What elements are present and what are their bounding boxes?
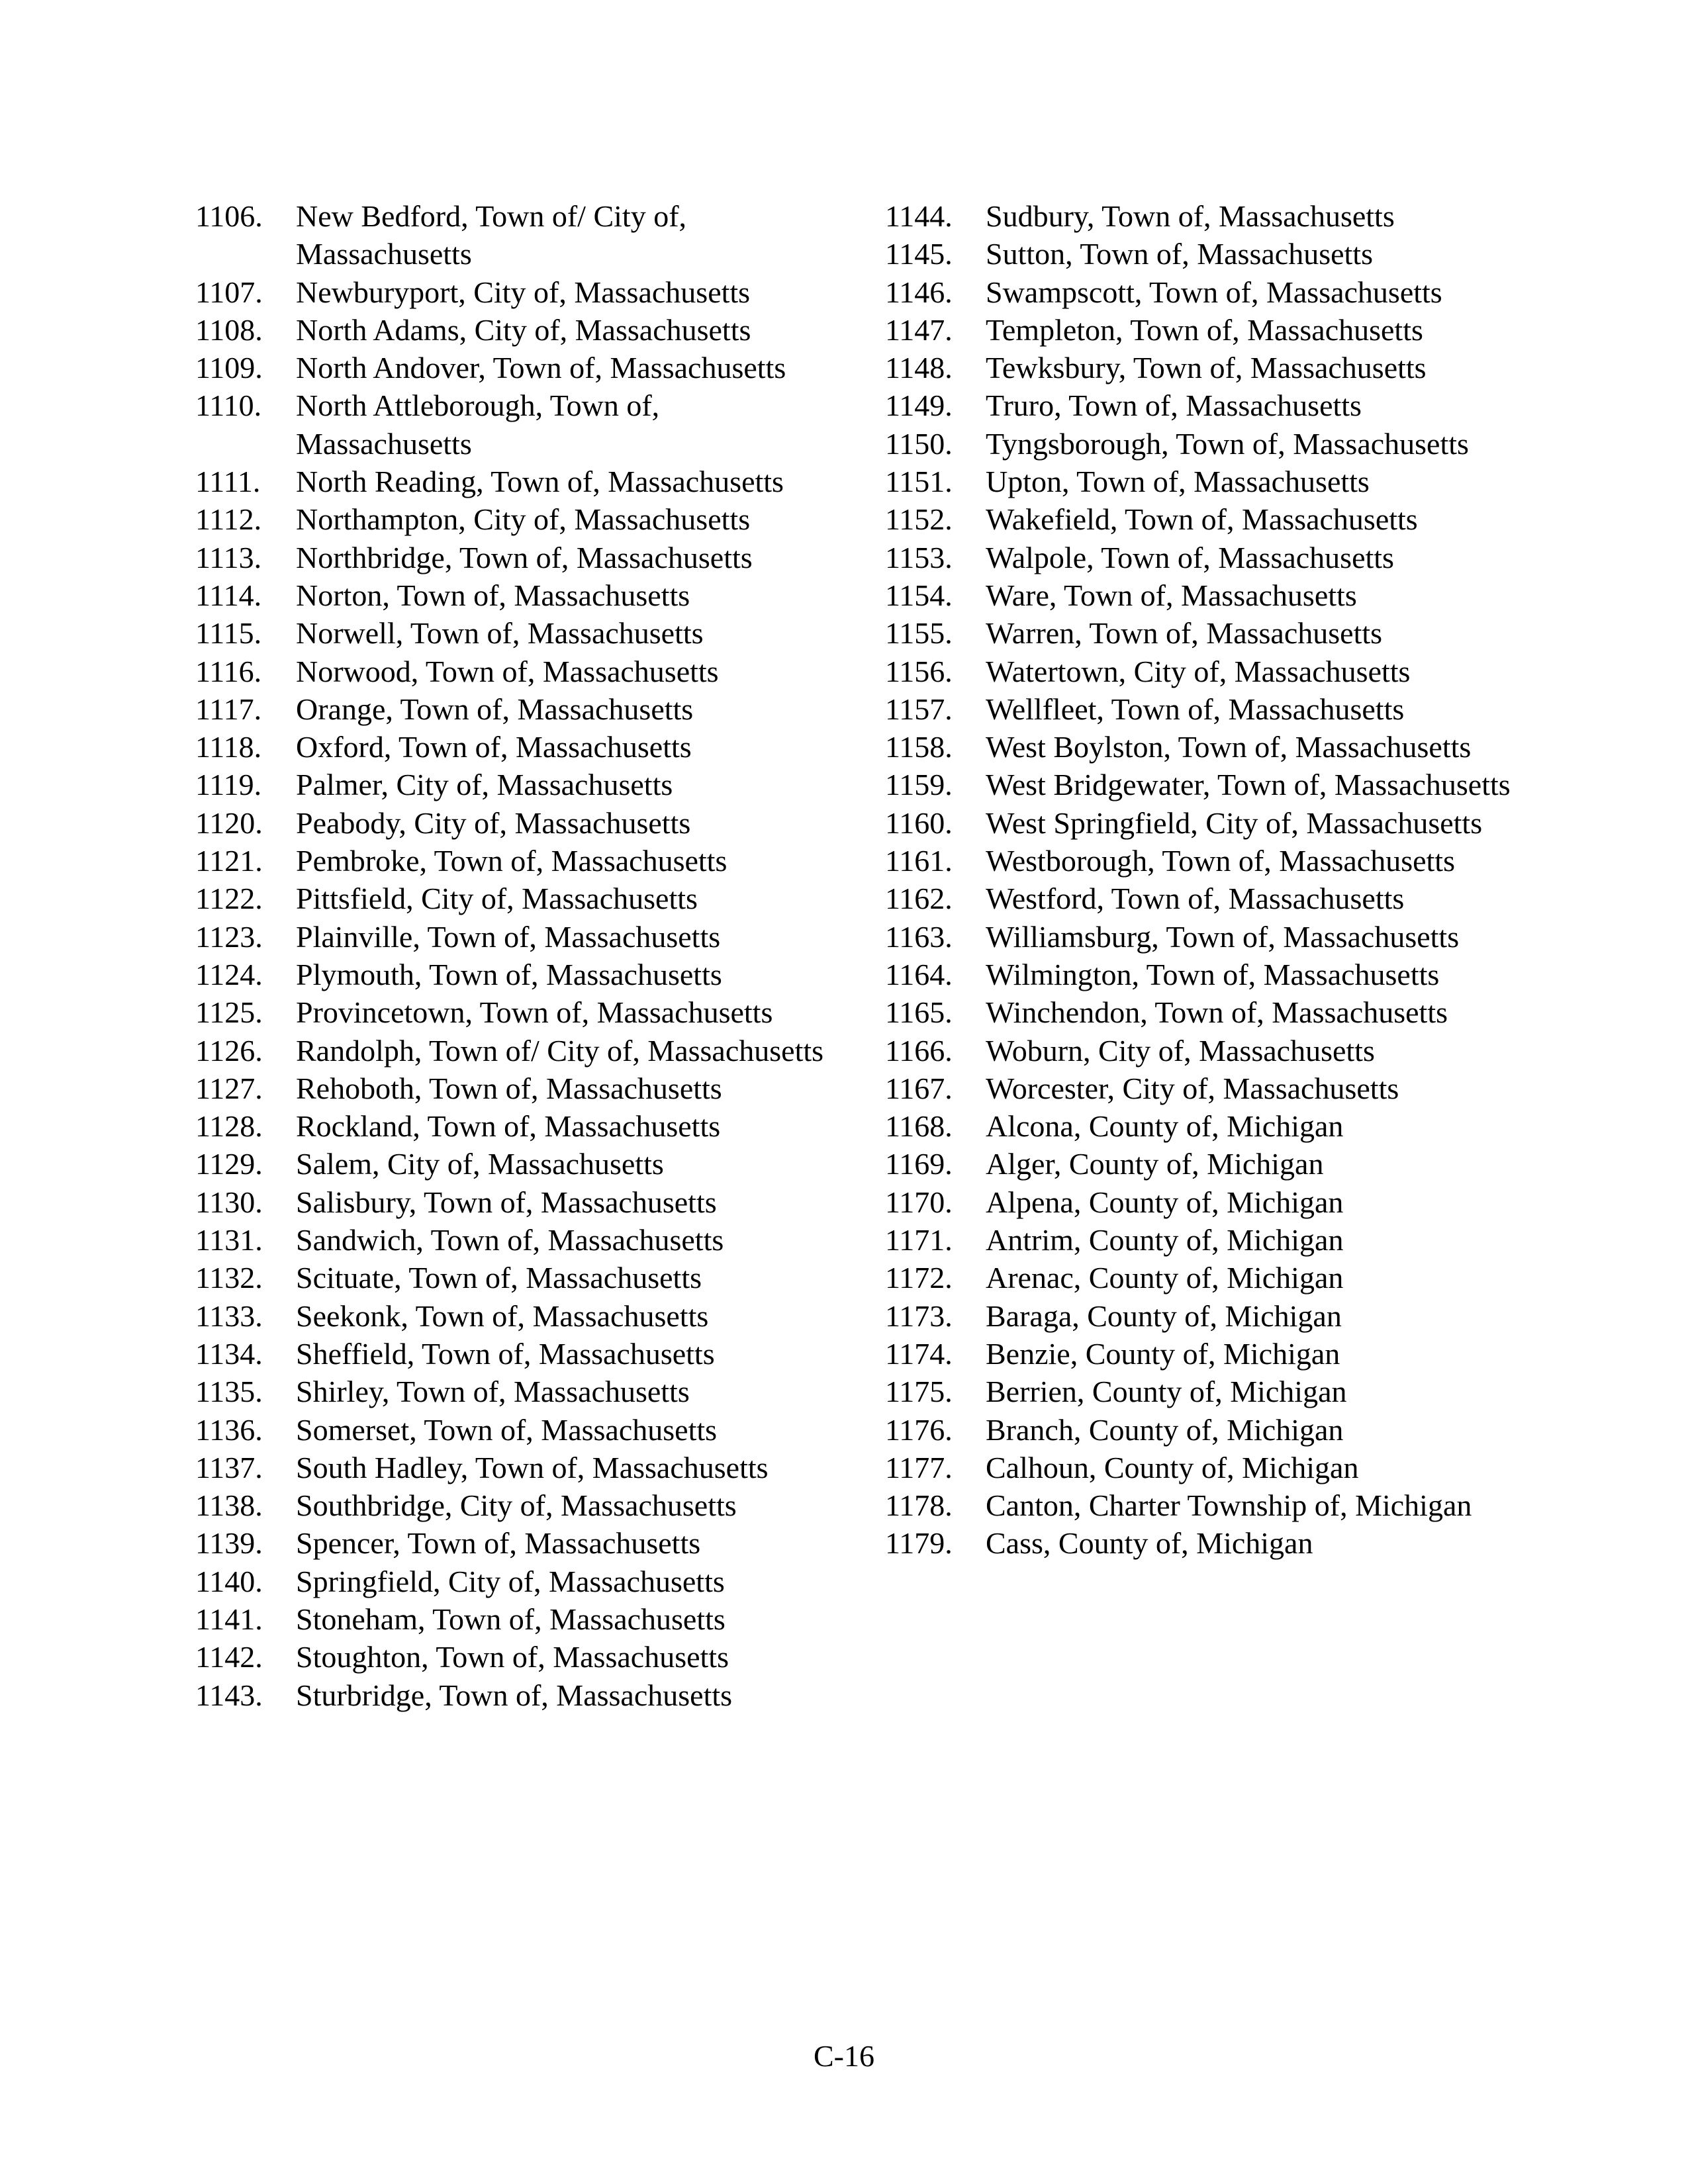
entry-number: 1147.	[885, 312, 953, 347]
entry-number: 1128.	[195, 1109, 263, 1144]
list-item	[195, 1411, 831, 1449]
entry-name: Rockland, Town of, Massachusetts	[296, 1109, 721, 1144]
entry-number: 1136.	[195, 1412, 263, 1447]
list-item	[885, 1411, 1514, 1449]
entry-name: West Bridgewater, Town of, Massachusetts	[986, 768, 1511, 802]
list-item	[195, 1145, 831, 1183]
entry-number: 1155.	[885, 616, 953, 651]
entry-name: Winchendon, Town of, Massachusetts	[986, 995, 1448, 1030]
entry-number: 1150.	[885, 426, 953, 461]
entry-name: Scituate, Town of, Massachusetts	[296, 1261, 702, 1295]
list-item	[195, 804, 831, 842]
entry-number: 1168.	[885, 1109, 953, 1144]
entry-number: 1109.	[195, 351, 263, 385]
list-item	[885, 766, 1514, 803]
entry-number: 1169.	[885, 1147, 953, 1181]
list-item	[885, 1107, 1514, 1145]
entry-name: West Boylston, Town of, Massachusetts	[986, 730, 1472, 764]
list-item	[195, 1563, 831, 1600]
entry-name: Watertown, City of, Massachusetts	[986, 654, 1411, 688]
entry-number: 1116.	[195, 654, 262, 688]
entry-name: Northbridge, Town of, Massachusetts	[296, 540, 753, 574]
entry-name: Pittsfield, City of, Massachusetts	[296, 882, 698, 916]
list-item	[195, 1032, 831, 1069]
list-item	[195, 653, 831, 690]
entry-number: 1112.	[195, 502, 262, 537]
entry-number: 1156.	[885, 654, 953, 688]
entry-number: 1138.	[195, 1488, 263, 1523]
entry-name: Westford, Town of, Massachusetts	[986, 882, 1405, 916]
entry-number: 1154.	[885, 578, 953, 612]
entry-name: Alcona, County of, Michigan	[986, 1109, 1344, 1144]
list-item	[195, 311, 831, 349]
entry-name: Somerset, Town of, Massachusetts	[296, 1412, 718, 1447]
entry-name: West Springfield, City of, Massachusetts	[986, 805, 1483, 840]
list-item	[885, 1373, 1514, 1410]
list-item	[195, 993, 831, 1031]
entry-name: Branch, County of, Michigan	[986, 1412, 1344, 1447]
list-item	[885, 653, 1514, 690]
list-item	[195, 500, 831, 538]
entry-number: 1110.	[195, 388, 262, 423]
list-item	[885, 993, 1514, 1031]
list-item	[195, 1600, 831, 1638]
entry-name: Sudbury, Town of, Massachusetts	[986, 199, 1395, 233]
entry-name: Norwell, Town of, Massachusetts	[296, 616, 704, 651]
entry-name: Williamsburg, Town of, Massachusetts	[986, 919, 1460, 954]
list-item	[885, 880, 1514, 917]
list-item	[195, 1524, 831, 1562]
entry-name: Walpole, Town of, Massachusetts	[986, 540, 1394, 574]
entry-name: Alpena, County of, Michigan	[986, 1185, 1344, 1219]
entry-name: Westborough, Town of, Massachusetts	[986, 844, 1455, 878]
list-item	[885, 842, 1514, 880]
entry-name: Plainville, Town of, Massachusetts	[296, 919, 721, 954]
entry-number: 1132.	[195, 1261, 263, 1295]
entry-number: 1179.	[885, 1526, 953, 1561]
entry-name: Wellfleet, Town of, Massachusetts	[986, 692, 1405, 726]
entry-name: Sutton, Town of, Massachusetts	[986, 237, 1373, 271]
list-item	[885, 1259, 1514, 1297]
entry-name: Plymouth, Town of, Massachusetts	[296, 957, 722, 991]
entry-number: 1153.	[885, 540, 953, 574]
entry-number: 1125.	[195, 995, 263, 1030]
entry-number: 1107.	[195, 275, 263, 309]
list-item	[885, 690, 1514, 728]
list-item	[885, 804, 1514, 842]
entry-name: North Attleborough, Town of, Massachusetts	[296, 388, 660, 461]
list-item	[195, 880, 831, 917]
entry-number: 1141.	[195, 1602, 263, 1636]
entry-number: 1129.	[195, 1147, 263, 1181]
entry-number: 1135.	[195, 1375, 263, 1409]
list-item	[885, 918, 1514, 956]
entry-name: Tyngsborough, Town of, Massachusetts	[986, 426, 1469, 461]
entry-name: Newburyport, City of, Massachusetts	[296, 275, 751, 309]
list-item	[885, 614, 1514, 652]
list-item	[195, 1449, 831, 1486]
entry-number: 1161.	[885, 844, 953, 878]
list-item	[885, 311, 1514, 349]
entry-name: Provincetown, Town of, Massachusetts	[296, 995, 773, 1030]
entry-number: 1146.	[885, 275, 953, 309]
entry-name: North Adams, City of, Massachusetts	[296, 312, 751, 347]
entry-name: Seekonk, Town of, Massachusetts	[296, 1298, 709, 1333]
list-item	[885, 1221, 1514, 1259]
entry-name: Northampton, City of, Massachusetts	[296, 502, 751, 537]
list-item	[885, 1486, 1514, 1524]
entry-number: 1143.	[195, 1678, 263, 1712]
entry-name: Berrien, County of, Michigan	[986, 1375, 1347, 1409]
list-item	[195, 1373, 831, 1410]
entry-name: Sandwich, Town of, Massachusetts	[296, 1223, 724, 1257]
entry-number: 1106.	[195, 199, 263, 233]
list-item	[885, 425, 1514, 463]
list-item	[885, 463, 1514, 500]
list-item	[885, 235, 1514, 273]
list-item	[195, 576, 831, 614]
list-item	[885, 1145, 1514, 1183]
entry-name: Salisbury, Town of, Massachusetts	[296, 1185, 717, 1219]
list-item	[195, 956, 831, 993]
list-item	[195, 1107, 831, 1145]
entry-name: Randolph, Town of/ City of, Massachusetts	[296, 1033, 824, 1068]
list-item	[195, 842, 831, 880]
entry-number: 1149.	[885, 388, 953, 423]
entry-number: 1121.	[195, 844, 263, 878]
list-item	[195, 1183, 831, 1221]
list-item	[195, 273, 831, 311]
entry-name: Orange, Town of, Massachusetts	[296, 692, 694, 726]
entry-number: 1159.	[885, 768, 953, 802]
entry-name: Worcester, City of, Massachusetts	[986, 1071, 1399, 1105]
entry-name: New Bedford, Town of/ City of, Massachusetts	[296, 199, 687, 271]
entry-number: 1171.	[885, 1223, 953, 1257]
entry-name: Ware, Town of, Massachusetts	[986, 578, 1357, 612]
entry-name: Springfield, City of, Massachusetts	[296, 1564, 725, 1598]
entry-name: Cass, County of, Michigan	[986, 1526, 1313, 1561]
list-item	[885, 728, 1514, 766]
list-item	[195, 1638, 831, 1676]
entry-number: 1134.	[195, 1336, 263, 1371]
entry-number: 1157.	[885, 692, 953, 726]
entry-name: Norton, Town of, Massachusetts	[296, 578, 690, 612]
entry-name: Norwood, Town of, Massachusetts	[296, 654, 719, 688]
entry-name: Alger, County of, Michigan	[986, 1147, 1324, 1181]
entry-number: 1144.	[885, 199, 953, 233]
entry-name: Woburn, City of, Massachusetts	[986, 1033, 1375, 1068]
entry-number: 1131.	[195, 1223, 263, 1257]
page-number: C-16	[814, 2039, 874, 2073]
entry-name: South Hadley, Town of, Massachusetts	[296, 1450, 769, 1484]
entry-number: 1167.	[885, 1071, 953, 1105]
list-item	[885, 956, 1514, 993]
entry-name: Tewksbury, Town of, Massachusetts	[986, 351, 1427, 385]
entry-name: Sheffield, Town of, Massachusetts	[296, 1336, 715, 1371]
list-item	[885, 500, 1514, 538]
entry-name: Rehoboth, Town of, Massachusetts	[296, 1071, 722, 1105]
entry-name: Baraga, County of, Michigan	[986, 1298, 1342, 1333]
list-item	[195, 1297, 831, 1335]
entry-name: Salem, City of, Massachusetts	[296, 1147, 664, 1181]
list-item	[195, 539, 831, 576]
entry-name: Peabody, City of, Massachusetts	[296, 805, 691, 840]
entry-number: 1117.	[195, 692, 262, 726]
list-item	[885, 576, 1514, 614]
entry-number: 1142.	[195, 1640, 263, 1674]
list-item	[195, 387, 831, 463]
entry-number: 1118.	[195, 730, 262, 764]
entry-number: 1170.	[885, 1185, 953, 1219]
entry-name: Canton, Charter Township of, Michigan	[986, 1488, 1472, 1523]
list-item	[885, 197, 1514, 235]
list-item	[195, 197, 831, 273]
entry-name: Stoughton, Town of, Massachusetts	[296, 1640, 729, 1674]
entry-number: 1123.	[195, 919, 263, 954]
list-item	[195, 1335, 831, 1373]
entry-name: Calhoun, County of, Michigan	[986, 1450, 1359, 1484]
entry-name: North Andover, Town of, Massachusetts	[296, 351, 786, 385]
entry-number: 1127.	[195, 1071, 263, 1105]
entry-number: 1126.	[195, 1033, 263, 1068]
list-item	[885, 1183, 1514, 1221]
entry-number: 1130.	[195, 1185, 263, 1219]
entry-number: 1120.	[195, 805, 263, 840]
entry-number: 1163.	[885, 919, 953, 954]
list-item	[195, 463, 831, 500]
entry-number: 1158.	[885, 730, 953, 764]
entry-number: 1148.	[885, 351, 953, 385]
list-item	[885, 1069, 1514, 1107]
entry-name: Shirley, Town of, Massachusetts	[296, 1375, 690, 1409]
entry-number: 1166.	[885, 1033, 953, 1068]
entry-number: 1174.	[885, 1336, 953, 1371]
entry-number: 1139.	[195, 1526, 263, 1561]
right-column-list	[885, 197, 1514, 1563]
list-item	[195, 1069, 831, 1107]
entry-name: Sturbridge, Town of, Massachusetts	[296, 1678, 733, 1712]
list-item	[195, 766, 831, 803]
list-item	[885, 1032, 1514, 1069]
list-item	[195, 1221, 831, 1259]
entry-name: Arenac, County of, Michigan	[986, 1261, 1344, 1295]
entry-number: 1164.	[885, 957, 953, 991]
entry-name: Wakefield, Town of, Massachusetts	[986, 502, 1418, 537]
entry-number: 1119.	[195, 768, 262, 802]
list-item	[885, 1449, 1514, 1486]
entry-number: 1172.	[885, 1261, 953, 1295]
entry-number: 1140.	[195, 1564, 263, 1598]
entry-number: 1177.	[885, 1450, 953, 1484]
list-item	[885, 1524, 1514, 1562]
entry-number: 1122.	[195, 882, 263, 916]
entry-number: 1152.	[885, 502, 953, 537]
entry-number: 1108.	[195, 312, 263, 347]
entry-name: Oxford, Town of, Massachusetts	[296, 730, 692, 764]
entry-name: Antrim, County of, Michigan	[986, 1223, 1344, 1257]
entry-name: Templeton, Town of, Massachusetts	[986, 312, 1423, 347]
list-item	[195, 614, 831, 652]
list-item	[885, 1335, 1514, 1373]
entry-number: 1115.	[195, 616, 262, 651]
entry-name: Truro, Town of, Massachusetts	[986, 388, 1362, 423]
entry-number: 1113.	[195, 540, 262, 574]
entry-number: 1151.	[885, 465, 953, 499]
list-item	[195, 1486, 831, 1524]
list-item	[195, 1676, 831, 1714]
entry-number: 1173.	[885, 1298, 953, 1333]
list-item	[885, 539, 1514, 576]
entry-number: 1124.	[195, 957, 263, 991]
list-item	[195, 349, 831, 387]
entry-name: Spencer, Town of, Massachusetts	[296, 1526, 701, 1561]
entry-number: 1165.	[885, 995, 953, 1030]
list-item	[885, 273, 1514, 311]
entry-name: Swampscott, Town of, Massachusetts	[986, 275, 1442, 309]
list-item	[885, 1297, 1514, 1335]
entry-name: Southbridge, City of, Massachusetts	[296, 1488, 737, 1523]
entry-number: 1145.	[885, 237, 953, 271]
entry-name: Warren, Town of, Massachusetts	[986, 616, 1383, 651]
list-item	[195, 690, 831, 728]
entry-number: 1175.	[885, 1375, 953, 1409]
entry-name: Wilmington, Town of, Massachusetts	[986, 957, 1440, 991]
entry-name: Palmer, City of, Massachusetts	[296, 768, 673, 802]
list-item	[195, 1259, 831, 1297]
left-column-list	[195, 197, 831, 1714]
entry-number: 1176.	[885, 1412, 953, 1447]
entry-number: 1162.	[885, 882, 953, 916]
entry-name: Stoneham, Town of, Massachusetts	[296, 1602, 726, 1636]
entry-name: Benzie, County of, Michigan	[986, 1336, 1340, 1371]
entry-name: Upton, Town of, Massachusetts	[986, 465, 1370, 499]
entry-name: Pembroke, Town of, Massachusetts	[296, 844, 727, 878]
entry-number: 1114.	[195, 578, 262, 612]
entry-number: 1160.	[885, 805, 953, 840]
list-item	[885, 387, 1514, 424]
list-item	[885, 349, 1514, 387]
entry-number: 1137.	[195, 1450, 263, 1484]
entry-name: North Reading, Town of, Massachusetts	[296, 465, 784, 499]
list-item	[195, 918, 831, 956]
entry-number: 1133.	[195, 1298, 263, 1333]
entry-number: 1111.	[195, 465, 261, 499]
entry-number: 1178.	[885, 1488, 953, 1523]
list-item	[195, 728, 831, 766]
